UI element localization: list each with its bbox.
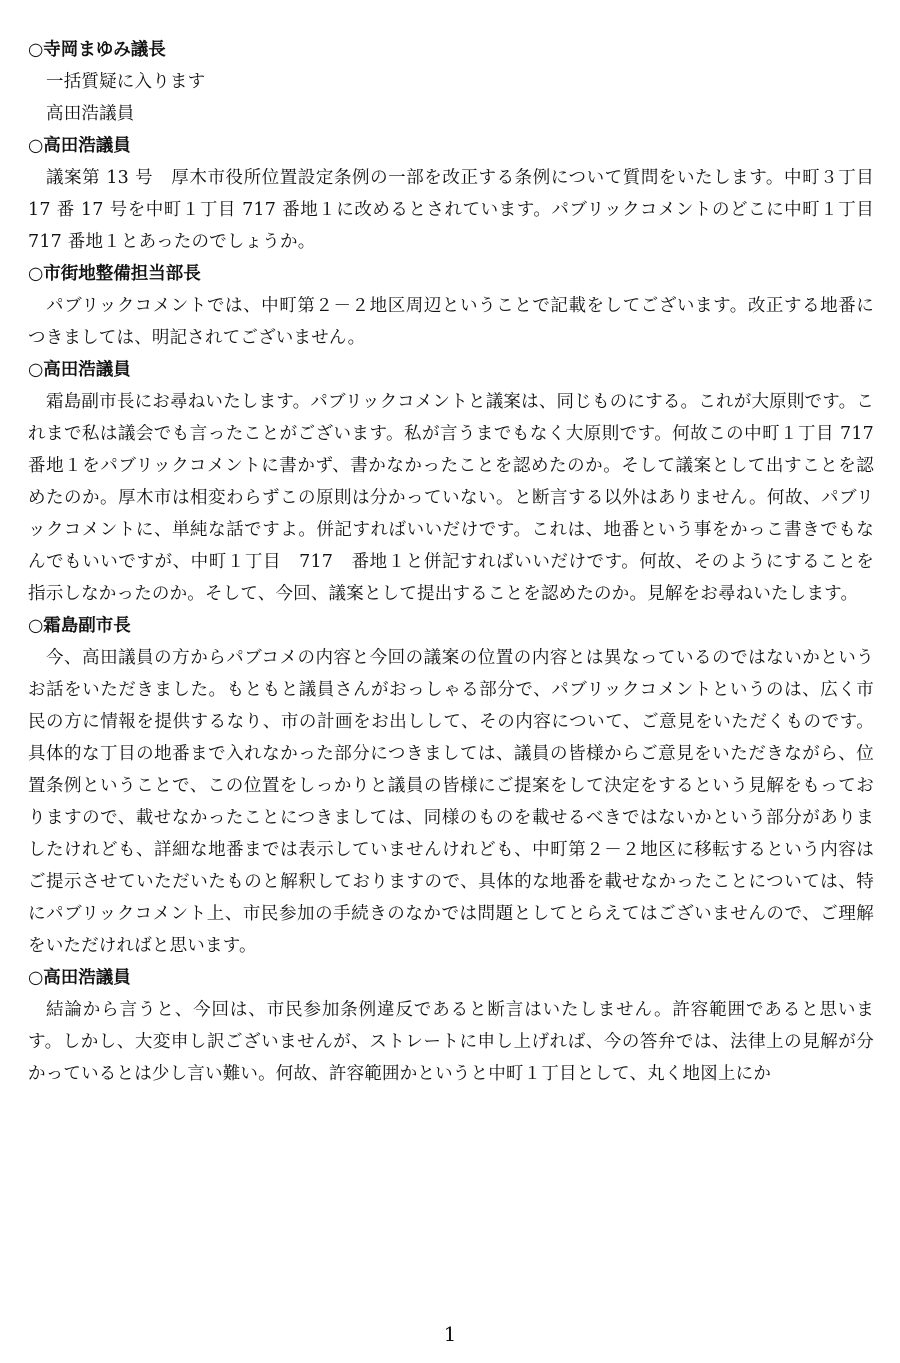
speech-text: 今、高田議員の方からパブコメの内容と今回の議案の位置の内容とは異なっているのではないかというお話をいただきました。もともと議員さんがおっしゃる部分で、パブリックコメントというのは、広く市民の方に情報を提供するなり、市の計画をお出しして、その内容について、ご意見をいただくものです。具体的な丁目の地番まで入れなかった部分につきましては、議員の皆様からご意見をいただきながら、位置条例ということで、この位置をしっかりと議員の皆様にご提案をして決定をするという見解をもっておりますので、載せなかったことにつきましては、同様のものを載せるべきではないかという部分がありましたけれども、詳細な地番までは表示していませんけれども、中町第２－２地区に移転するという内容はご提示させていただいたものと解釈しておりますので、具体的な地番を載せなかったことについては、特にパブリックコメント上、市民参加の手続きのなかでは問題としてとらえてはございませんので、ご理解をいただければと思います。 bbox=[28, 648, 874, 956]
speech-text: 高田浩議員 bbox=[46, 104, 135, 124]
speaker-name: ○市街地整備担当部長 bbox=[28, 264, 201, 284]
speaker-name: ○高田浩議員 bbox=[28, 968, 131, 988]
speaker-name: ○寺岡まゆみ議長 bbox=[28, 40, 166, 60]
speech-block bbox=[28, 962, 874, 1090]
speaker-name: ○霜島副市長 bbox=[28, 616, 131, 636]
speech-text: 議案第 13 号 厚木市役所位置設定条例の一部を改正する条例について質問をいたします。中町３丁目 17 番 17 号を中町１丁目 717 番地１に改めるとされています。パブリックコメントのどこに中町１丁目 717 番地１とあったのでしょうか。 bbox=[28, 168, 874, 252]
speech-text: パブリックコメントでは、中町第２－２地区周辺ということで記載をしてございます。改正する地番につきましては、明記されてございません。 bbox=[28, 296, 874, 348]
speech-block bbox=[28, 258, 874, 354]
speaker-name: ○高田浩議員 bbox=[28, 136, 131, 156]
speech-block bbox=[28, 34, 874, 130]
speech-text: 霜島副市長にお尋ねいたします。パブリックコメントと議案は、同じものにする。これが大原則です。これまで私は議会でも言ったことがございます。私が言うまでもなく大原則です。何故この中町１丁目 717 番地１をパブリックコメントに書かず、書かなかったことを認めたのか。そして議案として出すことを認めたのか。厚木市は相変わらずこの原則は分かっていない。と断言する以外はありません。何故、パブリックコメントに、単純な話ですよ。併記すればいいだけです。これは、地番という事をかっこ書きでもなんでもいいですが、中町１丁目 717 番地１と併記すればいいだけです。何故、そのようにすることを指示しなかったのか。そして、今回、議案として提出することを認めたのか。見解をお尋ねいたします。 bbox=[28, 392, 874, 604]
speaker-name: ○高田浩議員 bbox=[28, 360, 131, 380]
speech-block bbox=[28, 610, 874, 962]
speech-text: 一括質疑に入ります bbox=[46, 72, 206, 92]
minutes-body bbox=[28, 34, 874, 1090]
speech-text: 結論から言うと、今回は、市民参加条例違反であると断言はいたしません。許容範囲であると思います。しかし、大変申し訳ございませんが、ストレートに申し上げれば、今の答弁では、法律上の見解が分かっているとは少し言い難い。何故、許容範囲かというと中町１丁目として、丸く地図上にか bbox=[28, 1000, 874, 1084]
speech-block bbox=[28, 130, 874, 258]
page-number: 1 bbox=[443, 1322, 457, 1346]
speech-block bbox=[28, 354, 874, 610]
